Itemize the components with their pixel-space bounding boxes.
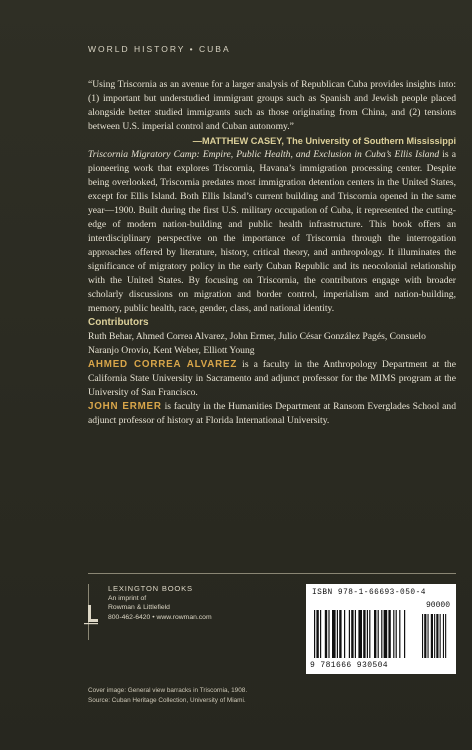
footer-divider: [88, 573, 456, 574]
publisher-info: [108, 584, 212, 622]
author-name: AHMED CORREA ALVAREZ: [88, 359, 238, 370]
price-code: 90000: [425, 601, 450, 610]
cover-image-credit: Cover image: General view barracks in Triscornia, 1908.: [88, 687, 248, 694]
cover-image-source: Source: Cuban Heritage Collection, University of Miami.: [88, 696, 246, 704]
author-bio-text: is faculty in the Humanities Department at Ransom Everglades School and adjunct professor of history at Florida International University.: [88, 401, 456, 426]
publisher-block: [88, 584, 248, 694]
isbn-barcode: [306, 584, 456, 674]
author-bio: [88, 400, 456, 428]
publisher-contact: 800-462-6420 • www.rowman.com: [108, 613, 212, 621]
barcode-icon: [312, 610, 450, 660]
publisher-name: LEXINGTON BOOKS: [108, 584, 193, 593]
publisher-parent: Rowman & Littlefield: [108, 604, 170, 612]
author-name: JOHN ERMER: [88, 401, 162, 412]
book-title: Triscornia Migratory Camp: Empire, Public Health, and Exclusion in Cuba’s Ellis Island: [88, 149, 440, 160]
description-body: is a pioneering work that explores Triscornia, Havana’s immigration processing center. Despite being overlooked, Triscornia predates most immigration detention centers in the United States, except for Ellis Island. Both Ellis Island’s current building and Triscornia opened in the same year—1900. Built during the first U.S. military occupation of Cuba, it represented the cutting-edge of modern nation-building and public health infrastructure. This book offers an interdisciplinary perspective on the importance of Triscornia through the interrogation approaches offered by literature, history, critical theory, and anthropology. It illuminates the significance of migratory policy in the early Cuban Republic and its neocolonial relationship with the United States. By focusing on Triscornia, the contributors engage with broader scholarly discussions on migration and border control, imperialism and nation-building, memory, public health, race, gender, class, and national identity.: [88, 149, 456, 314]
image-credits: [88, 686, 247, 705]
blurb-quote: “Using Triscornia as an avenue for a larger analysis of Republican Cuba provides insights into: (1) important but understudied immigrant groups such as Spanish and Jewish people placed alongside better studied immigrants such as those originating from China, and (2) tensions between U.S. imperial control and Cuban autonomy.”: [88, 79, 456, 132]
isbn-number: ISBN 978-1-66693-050-4: [312, 589, 426, 597]
publisher-imprint: An imprint of: [108, 594, 147, 602]
blurb-attribution: —MATTHEW CASEY, The University of Southern Mississippi: [192, 136, 456, 146]
series-label: WORLD HISTORY • CUBA: [88, 44, 231, 54]
contributors-list: Ruth Behar, Ahmed Correa Alvarez, John Ermer, Julio César González Pagés, Consuelo Naranjo Orovio, Kent Weber, Elliott Young: [88, 331, 426, 356]
barcode-digits: 9 781666 930504: [310, 661, 389, 670]
cover-text: [88, 78, 456, 428]
contributors-heading: Contributors: [88, 317, 149, 328]
book-description: [88, 148, 456, 316]
lexington-logo-icon: [83, 604, 99, 626]
author-bio: [88, 358, 456, 400]
author-bio-text: is a faculty in the Anthropology Department at the California State University in Sacramento and adjunct professor for the MIMS program at the University of San Francisco.: [88, 359, 456, 398]
